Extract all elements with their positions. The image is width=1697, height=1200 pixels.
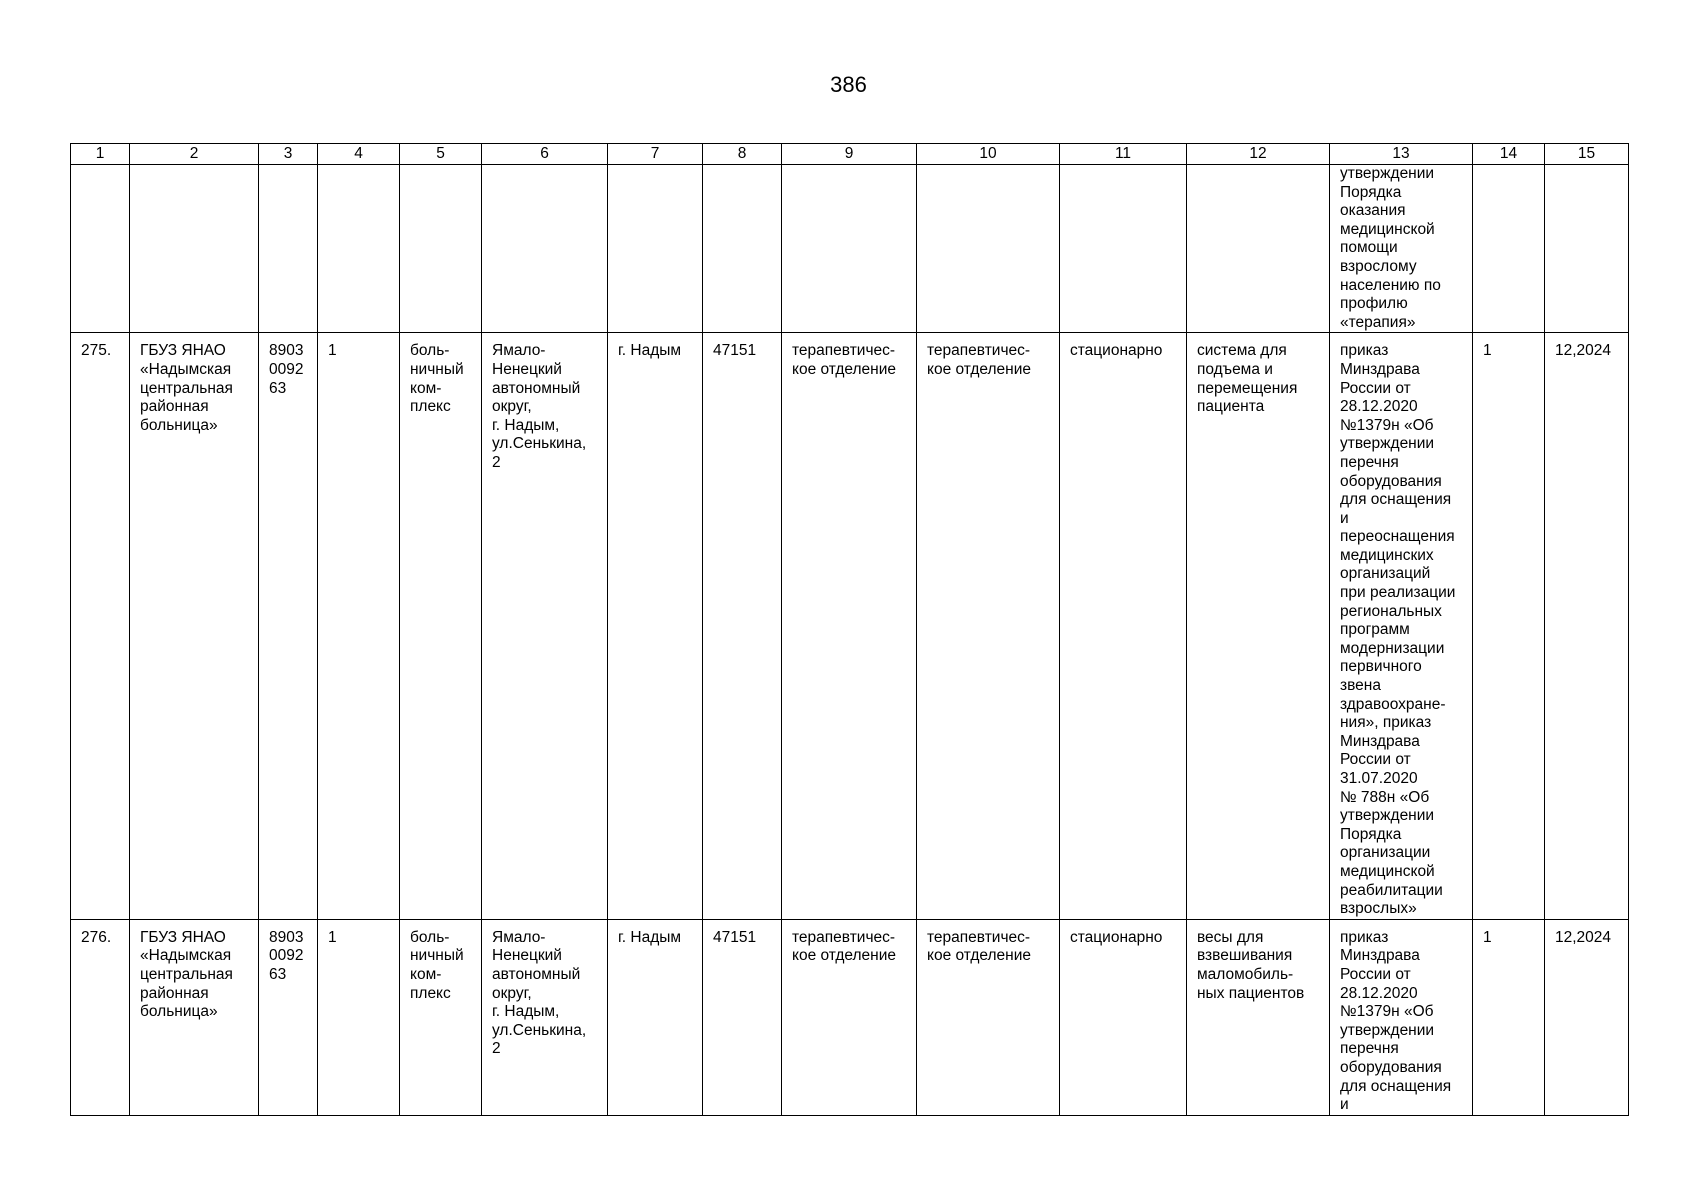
empty-cell	[917, 165, 1060, 333]
equipment-cell: система для подъема и перемещения пациента	[1187, 333, 1330, 919]
organization-cell: ГБУЗ ЯНАО «Надымская центральная районная больница»	[130, 919, 259, 1115]
city-cell: г. Надым	[608, 919, 703, 1115]
column-header: 12	[1187, 144, 1330, 165]
care-mode-cell: стационарно	[1060, 919, 1187, 1115]
regulation-cell: утверждении Порядка оказания медицинской помощи взрослому населению по профилю «терапия»	[1330, 165, 1473, 333]
page-number: 386	[830, 72, 867, 97]
empty-cell	[703, 165, 782, 333]
column-header: 9	[782, 144, 917, 165]
column-header: 13	[1330, 144, 1473, 165]
empty-cell	[1473, 165, 1545, 333]
facility-type-cell: боль- ничный ком- плекс	[400, 919, 482, 1115]
column-header: 2	[130, 144, 259, 165]
oktmo-cell: 47151	[703, 333, 782, 919]
empty-cell	[1187, 165, 1330, 333]
date-cell: 12,2024	[1545, 333, 1629, 919]
department-cell: терапевтичес- кое отделение	[782, 919, 917, 1115]
column-4-cell: 1	[318, 919, 400, 1115]
row-number-cell: 276.	[71, 919, 130, 1115]
table-row	[71, 333, 1629, 919]
column-header: 10	[917, 144, 1060, 165]
address-cell: Ямало- Ненецкий автономный округ, г. Надым, ул.Сенькина, 2	[482, 919, 608, 1115]
inn-cell: 8903 0092 63	[259, 333, 318, 919]
column-header: 3	[259, 144, 318, 165]
empty-cell	[71, 165, 130, 333]
empty-cell	[130, 165, 259, 333]
department-2-cell: терапевтичес- кое отделение	[917, 919, 1060, 1115]
empty-cell	[782, 165, 917, 333]
oktmo-cell: 47151	[703, 919, 782, 1115]
column-header: 4	[318, 144, 400, 165]
row-number-cell: 275.	[71, 333, 130, 919]
empty-cell	[482, 165, 608, 333]
column-header: 5	[400, 144, 482, 165]
facility-type-cell: боль- ничный ком- плекс	[400, 333, 482, 919]
city-cell: г. Надым	[608, 333, 703, 919]
date-cell: 12,2024	[1545, 919, 1629, 1115]
continuation-row	[71, 165, 1629, 333]
organization-cell: ГБУЗ ЯНАО «Надымская центральная районная больница»	[130, 333, 259, 919]
empty-cell	[1545, 165, 1629, 333]
column-header: 7	[608, 144, 703, 165]
table-row	[71, 919, 1629, 1115]
department-cell: терапевтичес- кое отделение	[782, 333, 917, 919]
empty-cell	[608, 165, 703, 333]
equipment-cell: весы для взвешивания маломобиль- ных пациентов	[1187, 919, 1330, 1115]
empty-cell	[400, 165, 482, 333]
count-cell: 1	[1473, 919, 1545, 1115]
column-header: 6	[482, 144, 608, 165]
address-cell: Ямало- Ненецкий автономный округ, г. Надым, ул.Сенькина, 2	[482, 333, 608, 919]
department-2-cell: терапевтичес- кое отделение	[917, 333, 1060, 919]
regulation-cell: приказ Минздрава России от 28.12.2020 №1379н «Об утверждении перечня оборудования для оснащения и переоснащения медицинских организаций при реализации региональных программ модернизации первичного звена здравоохране- ния», приказ Минздрава России от 31.07.2020 № 788н «Об утверждении Порядка организации медицинской реабилитации взрослых»	[1330, 333, 1473, 919]
column-header: 11	[1060, 144, 1187, 165]
empty-cell	[259, 165, 318, 333]
empty-cell	[318, 165, 400, 333]
column-header: 1	[71, 144, 130, 165]
count-cell: 1	[1473, 333, 1545, 919]
column-4-cell: 1	[318, 333, 400, 919]
care-mode-cell: стационарно	[1060, 333, 1187, 919]
column-header: 14	[1473, 144, 1545, 165]
regulation-cell: приказ Минздрава России от 28.12.2020 №1379н «Об утверждении перечня оборудования для оснащения и	[1330, 919, 1473, 1115]
column-header: 15	[1545, 144, 1629, 165]
column-header: 8	[703, 144, 782, 165]
empty-cell	[1060, 165, 1187, 333]
column-number-header-row	[71, 144, 1629, 165]
equipment-register-table	[70, 143, 1629, 1116]
inn-cell: 8903 0092 63	[259, 919, 318, 1115]
